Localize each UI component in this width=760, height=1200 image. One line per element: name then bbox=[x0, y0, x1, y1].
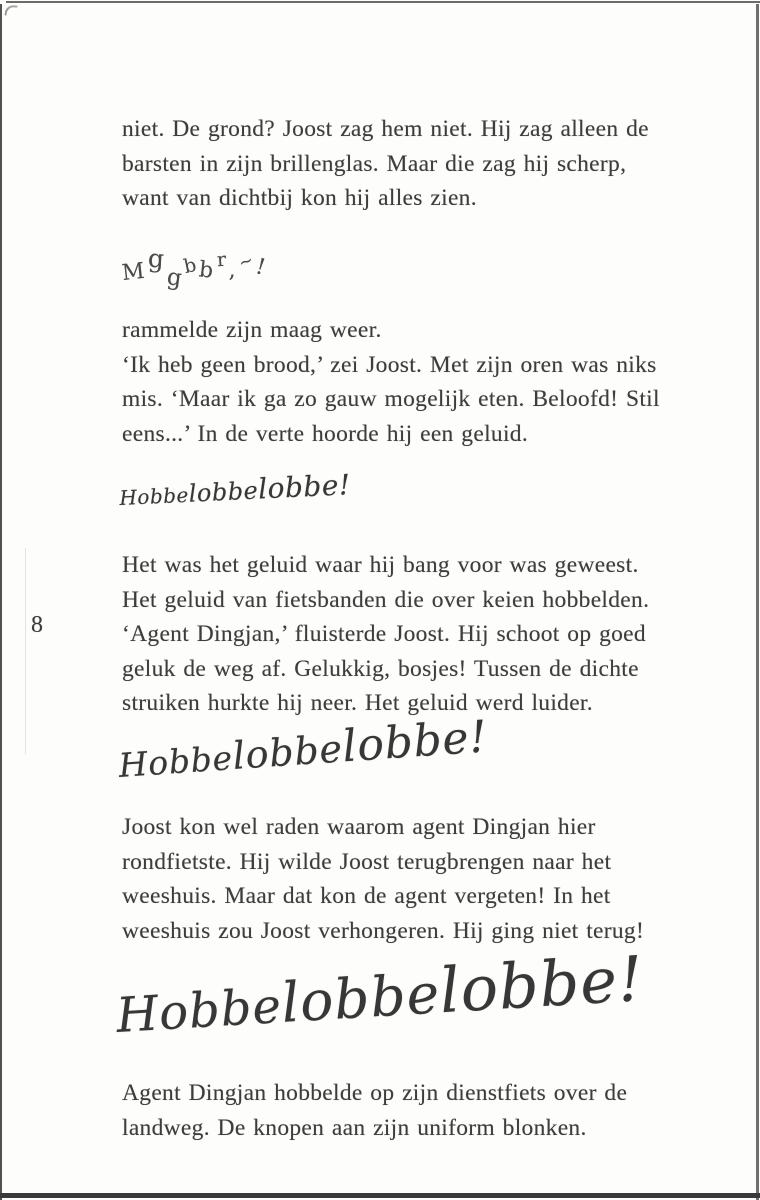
text-line: ‘Ik heb geen brood,’ zei Joost. Met zijn oren was niks bbox=[122, 351, 657, 378]
scan-edge-left bbox=[0, 4, 2, 1200]
text-line: eens...’ In de verte hoorde hij een geluid. bbox=[122, 420, 528, 447]
stomach-rumble-sound-text bbox=[120, 243, 269, 292]
text-line: mis. ‘Maar ik ga zo gauw mogelijk eten. Beloofd! Stil bbox=[122, 386, 660, 413]
story-paragraph-5 bbox=[122, 1076, 732, 1145]
sound-letter: b bbox=[182, 253, 199, 279]
text-line: weeshuis. Maar dat kon de agent vergeten! In het bbox=[122, 883, 611, 910]
text-line: struiken hurkte hij neer. Het geluid werd luider. bbox=[122, 690, 593, 717]
text-line: rondfietste. Hij wilde Joost terugbrengen naar het bbox=[122, 848, 612, 875]
heading-segment: Hobbe bbox=[117, 738, 235, 785]
text-line: niet. De grond? Joost zag hem niet. Hij zag alleen de bbox=[122, 116, 649, 142]
page-number: 8 bbox=[31, 612, 43, 638]
story-paragraph-4 bbox=[122, 810, 732, 948]
story-paragraph-3 bbox=[122, 548, 732, 721]
sound-letter: g bbox=[165, 264, 183, 292]
sound-letter: r bbox=[215, 248, 227, 272]
story-paragraph-2 bbox=[122, 313, 732, 451]
scan-edge-right bbox=[756, 4, 759, 1200]
scan-edge-bottom bbox=[0, 1193, 760, 1198]
heading-segment: lobbe bbox=[188, 476, 259, 508]
story-paragraph-1 bbox=[122, 112, 732, 216]
sound-letter: ! bbox=[252, 254, 269, 281]
text-line: barsten in zijn brillenglas. Maar die zag hij scherp, bbox=[122, 150, 627, 177]
heading-segment: Hobbe bbox=[114, 977, 284, 1044]
scan-artifact-line bbox=[25, 548, 26, 754]
scan-artifact-curl bbox=[4, 4, 17, 16]
sound-heading-hobbelobbelobbe-medium bbox=[117, 711, 490, 785]
sound-letter: ~ bbox=[235, 250, 256, 274]
scan-edge-top bbox=[6, 1, 760, 3]
text-line: ‘Agent Dingjan,’ fluisterde Joost. Hij schoot op goed bbox=[122, 621, 646, 648]
text-line: Het was het geluid waar hij bang voor was geweest. bbox=[122, 552, 639, 578]
text-line: Het geluid van fietsbanden die over keien hobbelden. bbox=[122, 586, 650, 613]
heading-segment: lobbe! bbox=[437, 941, 646, 1028]
text-line: geluk de weg af. Gelukkig, bosjes! Tussen de dichte bbox=[122, 655, 639, 682]
sound-heading-hobbelobbelobbe-large bbox=[114, 941, 646, 1044]
text-line: weeshuis zou Joost verhongeren. Hij ging niet terug! bbox=[122, 917, 645, 944]
heading-segment: Hobbe bbox=[118, 482, 190, 510]
heading-segment: lobbe! bbox=[257, 468, 352, 506]
sound-letter: M bbox=[120, 258, 146, 287]
heading-segment: lobbe bbox=[279, 961, 442, 1035]
heading-segment: lobbe bbox=[231, 726, 345, 779]
text-line: want van dichtbij kon hij alles zien. bbox=[122, 185, 477, 212]
text-line: rammelde zijn maag weer. bbox=[122, 317, 382, 343]
text-line: Agent Dingjan hobbelde op zijn dienstfiets over de bbox=[122, 1080, 628, 1106]
text-line: landweg. De knopen aan zijn uniform blonken. bbox=[122, 1114, 587, 1141]
heading-segment: lobbe! bbox=[340, 711, 490, 773]
sound-letter: b bbox=[198, 257, 215, 284]
sound-letter: , bbox=[228, 258, 236, 283]
text-line: Joost kon wel raden waarom agent Dingjan hier bbox=[122, 814, 596, 840]
sound-heading-hobbelobbelobbe-small bbox=[118, 468, 352, 510]
sound-letter: g bbox=[146, 243, 165, 274]
